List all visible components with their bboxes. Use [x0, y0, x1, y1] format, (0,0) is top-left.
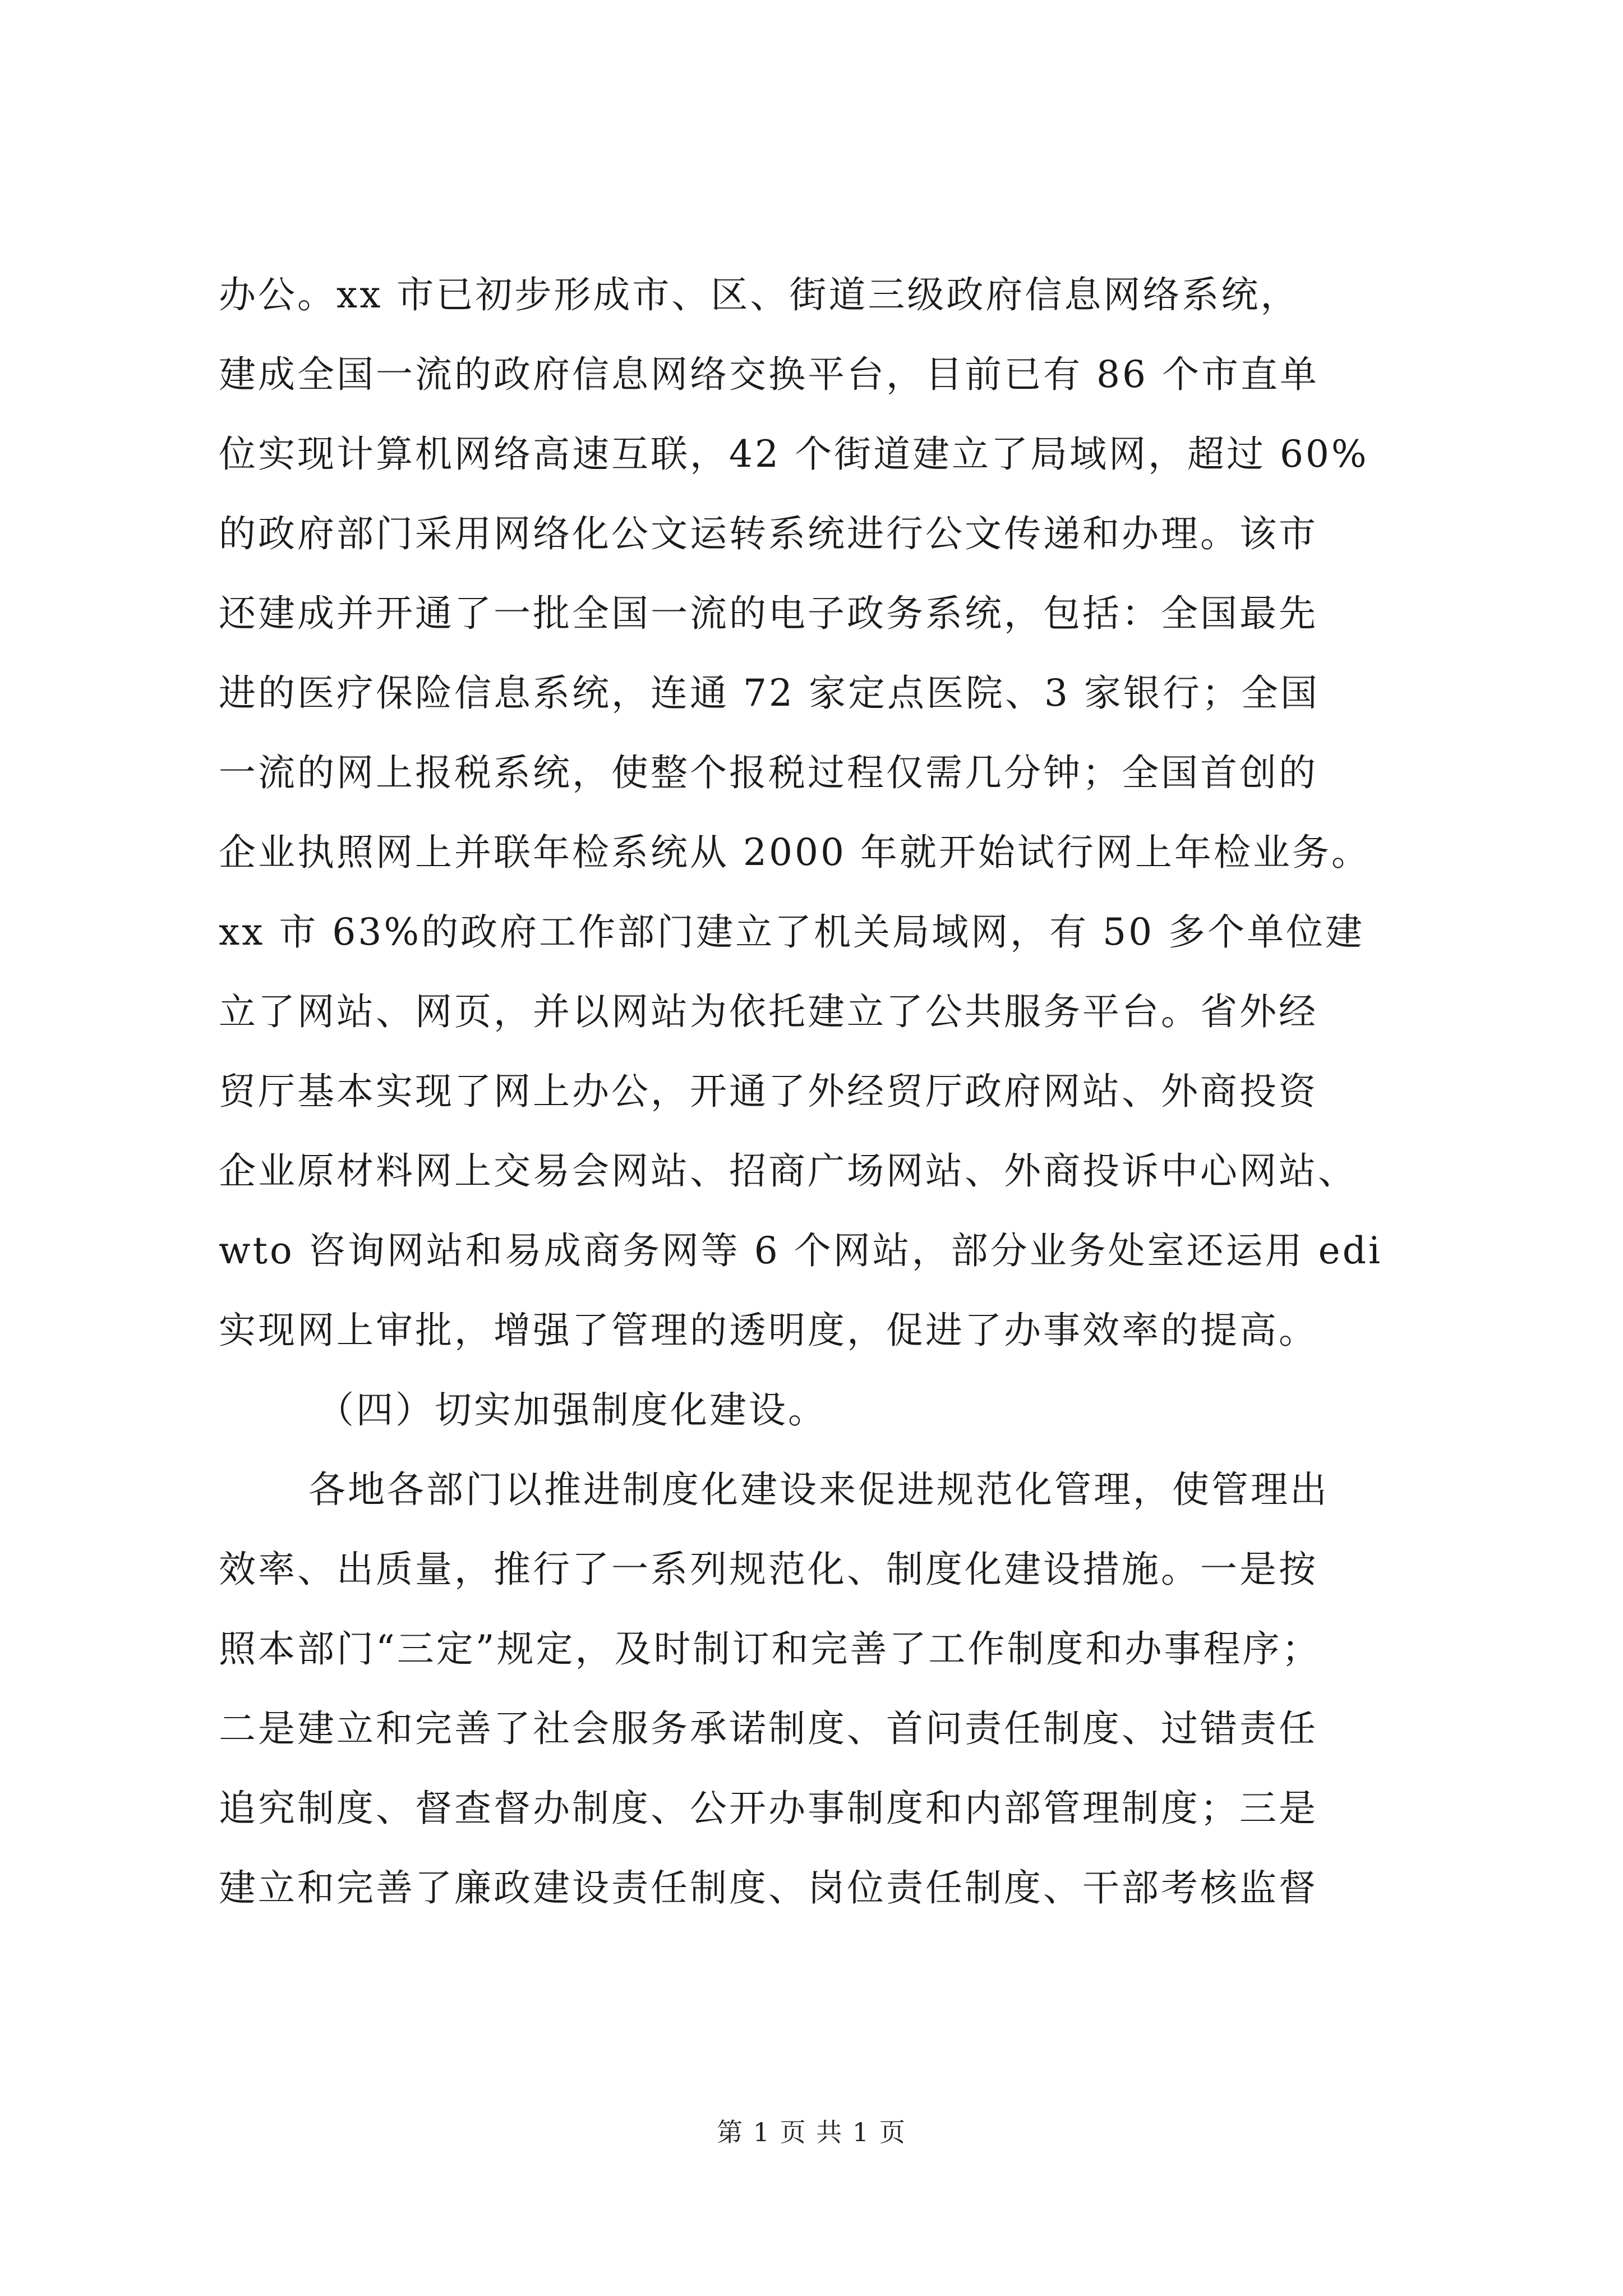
paragraph-line: 一流的网上报税系统，使整个报税过程仅需几分钟；全国首创的: [219, 751, 1318, 794]
paragraph-line: 的政府部门采用网络化公文运转系统进行公文传递和办理。该市: [219, 512, 1318, 555]
document-body: [219, 255, 1469, 1928]
paragraph-line: 办公。xx 市已初步形成市、区、街道三级政府信息网络系统，: [219, 273, 1300, 316]
paragraph-line: 各地各部门以推进制度化建设来促进规范化管理，使管理出: [308, 1468, 1329, 1511]
paragraph-line: 追究制度、督查督办制度、公开办事制度和内部管理制度；三是: [219, 1787, 1318, 1830]
paragraph-line: 位实现计算机网络高速互联，42 个街道建立了局域网，超过 60%: [219, 432, 1369, 476]
paragraph-line: wto 咨询网站和易成商务网等 6 个网站，部分业务处室还运用 edi: [219, 1229, 1383, 1272]
paragraph-line: 企业原材料网上交易会网站、招商广场网站、外商投诉中心网站、: [219, 1149, 1357, 1193]
paragraph-line: 照本部门“三定”规定，及时制订和完善了工作制度和办事程序；: [219, 1627, 1321, 1671]
paragraph-line: 实现网上审批，增强了管理的透明度，促进了办事效率的提高。: [219, 1309, 1318, 1352]
section-heading: （四）切实加强制度化建设。: [317, 1388, 827, 1432]
paragraph-line: xx 市 63%的政府工作部门建立了机关局域网，有 50 多个单位建: [219, 910, 1365, 954]
paragraph-line: 进的医疗保险信息系统，连通 72 家定点医院、3 家银行；全国: [219, 671, 1320, 715]
paragraph-line: 效率、出质量，推行了一系列规范化、制度化建设措施。一是按: [219, 1548, 1318, 1591]
paragraph-line: 建立和完善了廉政建设责任制度、岗位责任制度、干部考核监督: [219, 1866, 1318, 1910]
paragraph-line: 贸厅基本实现了网上办公，开通了外经贸厅政府网站、外商投资: [219, 1070, 1318, 1113]
paragraph-line: 二是建立和完善了社会服务承诺制度、首问责任制度、过错责任: [219, 1707, 1318, 1750]
paragraph-line: 企业执照网上并联年检系统从 2000 年就开始试行网上年检业务。: [219, 831, 1371, 874]
paragraph-line: 建成全国一流的政府信息网络交换平台，目前已有 86 个市直单: [219, 353, 1319, 396]
paragraph-line: 还建成并开通了一批全国一流的电子政务系统，包括：全国最先: [219, 592, 1318, 635]
paragraph-line: 立了网站、网页，并以网站为依托建立了公共服务平台。省外经: [219, 990, 1318, 1033]
page-number-footer: 第 1 页 共 1 页: [717, 2117, 906, 2147]
